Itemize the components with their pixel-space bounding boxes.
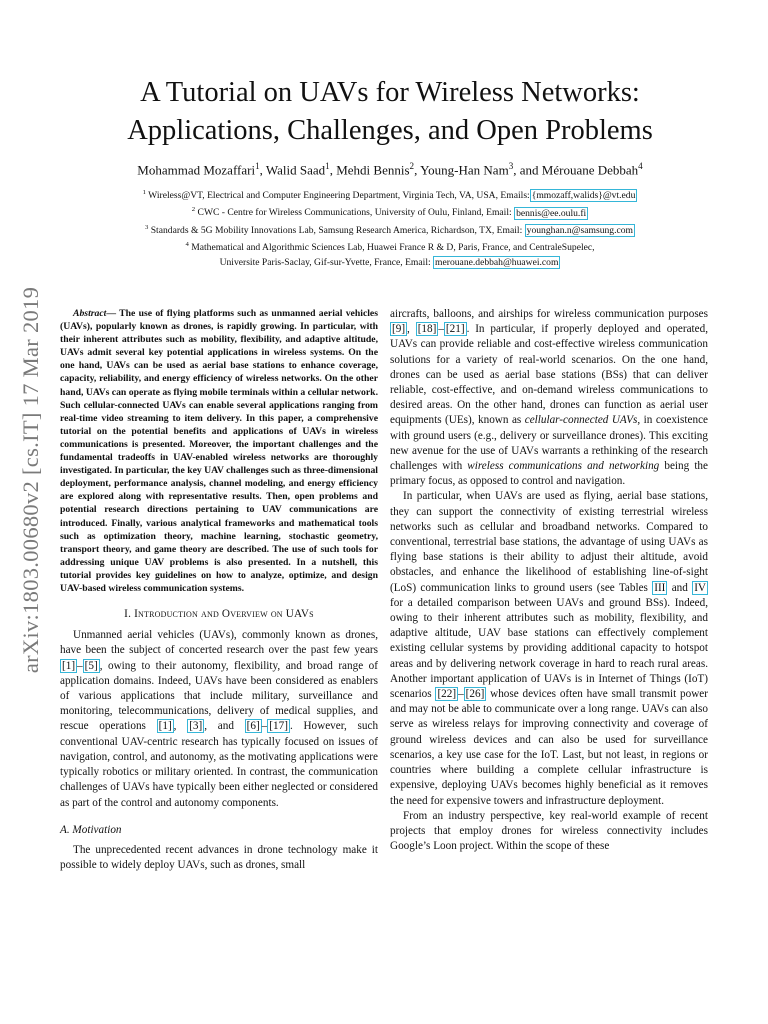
citation-link[interactable]: [17]	[269, 720, 288, 733]
right-paragraph-1: aircrafts, balloons, and airships for wireless communication purposes [9] , [18] – [21] . In particular, if properly deployed and operated, UAVs can provide reliable and cost-effective wireless communication solutions for a variety of real-world scenarios. On the one hand, drones can be used as aerial base stations (BSs) that can deliver reliable, cost-effective, and on-demand wireless communications to desired areas. On the other hand, drones can function as aerial user equipments (UEs), known as cellular-connected UAVs, in coexistence with ground users (e.g., delivery or surveillance drones). This exciting new avenue for the use of UAVs warrants a rethinking of the research challenges with wireless communications and networking being the primary focus, as opposed to control and navigation.	[390, 308, 708, 488]
table-link[interactable]: III	[654, 581, 666, 594]
section-heading-introduction: I. Introduction and Overview on UAVs	[124, 608, 314, 621]
citation-link[interactable]: [6]	[246, 720, 260, 733]
email-link-1[interactable]: {mmozaff,walids}@vt.edu	[531, 190, 636, 202]
paper-title	[60, 74, 720, 150]
citation-link[interactable]: [22]	[437, 688, 457, 701]
title-line-1: A Tutorial on UAVs for Wireless Networks:	[140, 77, 640, 108]
abstract: Abstract— The use of flying platforms such as unmanned aerial vehicles (UAVs), popularly known as drones, is rapidly growing. In particular, with their inherent attributes such as mobility, flexibility, and adaptive altitude, UAVs admit several key potential applications in wireless systems. On the one hand, UAVs can be used as aerial base stations to enhance coverage, capacity, reliability, and energy efficiency of wireless networks. On the other hand, UAVs can operate as flying mobile terminals within a cellular network. Such cellular-connected UAVs can enable several applications ranging from real-time video streaming to item delivery. In this paper, a comprehensive tutorial on the potential benefits and applications of UAVs in wireless communications is presented. Moreover, the important challenges and the fundamental tradeoffs in UAV-enabled wireless networks are thoroughly investigated. In particular, the key UAV challenges such as three-dimensional deployment, performance analysis, channel modeling, and energy efficiency are explored along with representative results. Then, open problems and potential research directions pertaining to UAV communications are introduced. Finally, various analytical frameworks and mathematical tools such as optimization theory, machine learning, stochastic geometry, transport theory, and game theory are described. The use of such tools for addressing unique UAV problems is also presented. In a nutshell, this tutorial provides key guidelines on how to analyze, optimize, and design UAV-based wireless communication systems.	[60, 308, 379, 594]
left-column	[60, 307, 378, 873]
citation-link[interactable]: [9]	[392, 323, 406, 336]
citation-link[interactable]: [1]	[62, 659, 76, 672]
email-link-2[interactable]: bennis@ee.oulu.fi	[516, 207, 587, 219]
arxiv-watermark: arXiv:1803.00680v2 [cs.IT] 17 Mar 2019	[18, 286, 43, 674]
citation-link[interactable]: [21]	[445, 323, 465, 336]
motivation-paragraph: The unprecedented recent advances in drone technology make it possible to widely deploy UAVs, such as drones, small	[60, 843, 378, 872]
affiliation-3: $^3$ Standards & 5G Mobility Innovations Lab, Samsung Research America, Richardson, TX, Email: younghan.n@samsung.com	[144, 223, 634, 237]
affiliation-2: $^2$ CWC - Centre for Wireless Communications, University of Oulu, Finland, Email: bennis@ee.oulu.fi	[191, 206, 587, 219]
affiliation-1: $^1$ Wireless@VT, Electrical and Computer Engineering Department, Virginia Tech, VA, USA, Emails: {mmozaff,walids}@vt.edu	[142, 189, 636, 202]
intro-paragraph-1: Unmanned aerial vehicles (UAVs), commonly known as drones, have been the subject of concerted research over the past few years [1] – [5] , owing to their autonomy, flexibility, and broad range of application domains. Indeed, UAVs have been considered as enablers of various applications that include military, surveillance and monitoring, telecommunications, delivery of medical supplies, and rescue operations [1] , [3] , and [6] – [17] . However, such conventional UAV-centric research has typically focused on issues of navigation, control, and autonomy, as the motivating applications were typically robotics or military oriented. In contrast, the communication challenges of UAVs have typically been either neglected or considered as part of the control and autonomy components.	[60, 629, 379, 809]
affiliation-4-cont: Universite Paris-Saclay, Gif-sur-Yvette, France, Email: merouane.debbah@huawei.com	[219, 256, 559, 268]
right-column	[390, 307, 708, 854]
subsection-heading-motivation: A. Motivation	[60, 823, 122, 836]
title-line-2: Applications, Challenges, and Open Problems	[127, 115, 653, 146]
email-link-4[interactable]: merouane.debbah@huawei.com	[435, 256, 559, 268]
affiliation-4: $^4$ Mathematical and Algorithmic Sciences Lab, Huawei France R & D, Paris, France, and CentraleSupelec,	[185, 241, 595, 254]
citation-link[interactable]: [1]	[158, 720, 172, 733]
table-link[interactable]: IV	[694, 581, 707, 594]
citation-link[interactable]: [18]	[417, 323, 437, 336]
citation-link[interactable]: [5]	[84, 659, 98, 672]
author-list: Mohammad Mozaffari$^1$, Walid Saad$^1$, Mehdi Bennis$^2$, Young-Han Nam$^3$, and Mérouane Debbah$^4$	[137, 161, 643, 178]
affiliations	[60, 186, 720, 270]
citation-link[interactable]: [26]	[465, 688, 485, 701]
email-link-3[interactable]: younghan.n@samsung.com	[526, 225, 634, 237]
right-paragraph-3: From an industry perspective, key real-world example of recent projects that employ drones for wireless connectivity includes Google’s Loon project. Within the scope of these	[390, 809, 708, 853]
right-paragraph-2: In particular, when UAVs are used as flying, aerial base stations, they can support the connectivity of existing terrestrial wireless networks such as cellular and broadband networks. Compared to conventional, terrestrial base stations, the advantage of using UAVs as flying base stations is their ability to adjust their altitude, avoid obstacles, and enhance the likelihood of establishing line-of-sight (LoS) communication links to ground users (see Tables III and IV for a detailed comparison between UAVs and ground BSs). Indeed, owing to their inherent attributes such as mobility, flexibility, and adaptive altitude, UAV base stations can effectively complement existing cellular systems by providing additional capacity to hotspot areas and by delivering network coverage in hard to reach rural areas. Another important application of UAVs is in Internet of Things (IoT) scenarios [22] – [26] whose devices often have small transmit power and may not be able to communicate over a long range. UAVs can also serve as wireless relays for improving connectivity and coverage of ground wireless devices and can also be used for surveillance scenarios, a key use case for the IoT. Last, but not least, in regions or countries where building a complete cellular infrastructure is expensive, deploying UAVs becomes highly beneficial as it removes the need for expensive towers and infrastructure deployment.	[390, 490, 708, 807]
citation-link[interactable]: [3]	[189, 720, 203, 733]
